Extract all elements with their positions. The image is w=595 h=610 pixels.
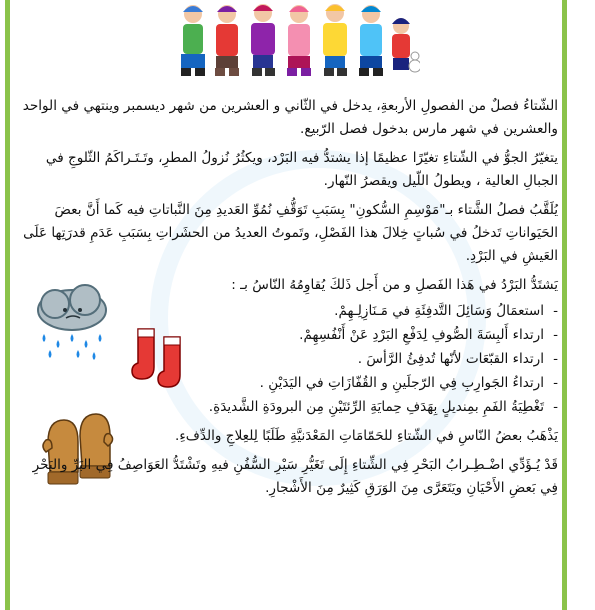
- paragraph-thermal-baths: يَذْهَبُ بعضُ النّاسِ في الشّتاءِ للحَمّامَاتِ المَعْدَنيَّةِ طَلَبًا لِلعِلاجِ والدِّفءِ.: [175, 428, 558, 444]
- list-item: - استعمَالُ وَسَائِلَ التَّدفِئَةِ في مَـنَازِلِـهِمْ.: [22, 299, 544, 323]
- paragraph-cold-intro: يَشتَدُّ البَرْدُ في هَذا الفَصلِ و من أَجل ذَلكَ يُقاوِمُهُ النّاسُ بـ :: [231, 277, 558, 293]
- paragraph-sea-storms: قَدْ يُـؤَدِّي اضْـطِـرابُ البَحْرِ فِي الشِّتاءِ إِلَى تَغَيُّرِ سَيْرِ السُّفُنِ فيهِ وتَشْتَدُّ العَوَاصِفُ فِي البَرِّ والبَحْرِ فِي بَعضِ الأَحْيَانِ ويَتَعَرَّى مِنَ الوَرَقِ كَثِيرٌ مِنَ الأَشْجارِ.: [32, 457, 558, 496]
- list-item: - ارتداء القبّعَات لأنّها تُدفِئُ الرَّأسَ .: [22, 347, 544, 371]
- paragraph-intro: الشّتاءُ فصلٌ من الفصولِ الأربعةِ، يدخل في الثّاني و العشرين من شهر ديسمبر وينتهي في الواحد والعشرين في شهر مارس بدخول فصل الرّبيع.: [22, 98, 558, 137]
- list-item: - تَغْطِيَةُ الفَمِ بمِنديلٍ بِهَدَفِ حِمايَةِ الرِّئتَيْنِ مِن البرودَةِ الشَّديدَةِ.: [22, 395, 544, 419]
- list-item: - ارتداء أَلبِسَةَ الصُّوفِ لِدَفْعِ البَرْدِ عَنْ أَنْفُسِهِمْ.: [22, 323, 544, 347]
- article-body: [22, 95, 558, 506]
- paragraph-weather: يتغيّرُ الجوُّ في الشّتاءِ تغيّرًا عظيمًا إذا يشتدُّ فيه البَرْد، ويكثُرُ نُزولُ المطرِ، وتَـتَـراكَمُ الثّلوجِ في الجبالِ العالية ، ويطولُ اللّيل ويقصرُ النّهار.: [45, 150, 558, 189]
- cold-protection-list: [22, 299, 558, 419]
- kids-in-winter-clothes-illustration: [175, 0, 420, 80]
- paragraph-dormancy: يُلَقَّبُ فصلُ الشَّتاء بـ"مَوْسِمِ السُّكونِ" بِسَبَبِ تَوَقُّفِ نُمُوِّ العَديدِ مِنَ النَّباتاتِ فيه كَما أَنَّ بعضَ الحَيَواناتِ تَدخلُ في سُباتٍ خِلالَ هذا الفَصْلِ، وتَموتُ العديدُ من الحشَراتِ بِسَبَبِ عَدَمِ قدرَتِها عَلَى العَيشِ في البَرْدِ.: [23, 202, 558, 264]
- list-item: - ارتداءُ الجَوارِبِ فِي الرّجلَينِ و القُفّازَاتِ في اليَدَيْنِ .: [22, 371, 544, 395]
